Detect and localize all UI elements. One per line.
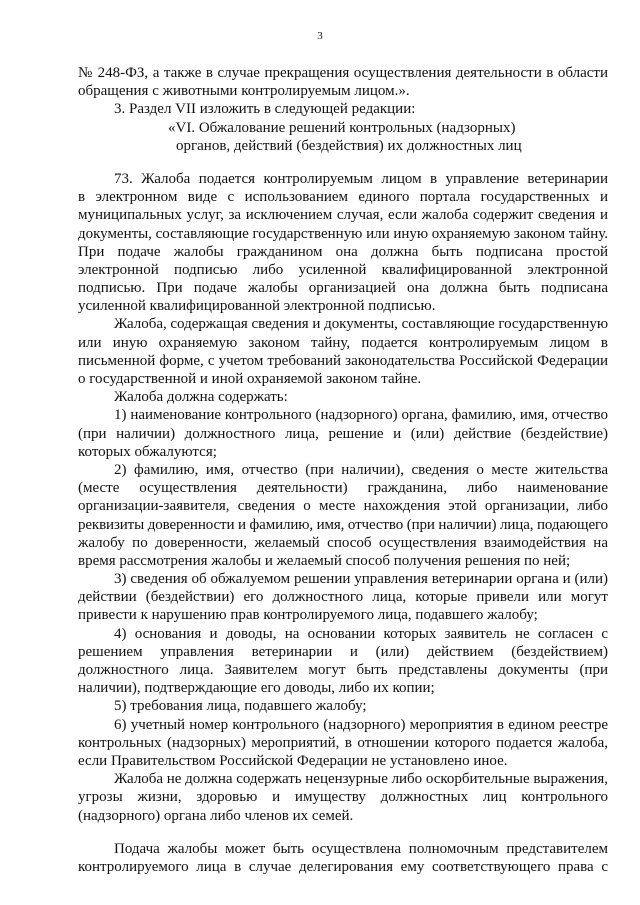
text-line: письменной форме, с учетом требований законодательства Российской Федерации [78,352,608,369]
text-line: муниципальных услуг, за исключением случая, если жалоба содержит сведения и [78,207,608,224]
text-line: 73. Жалоба подается контролируемым лицом в управление ветеринарии [114,170,608,187]
page-number: 3 [317,30,323,42]
text-line: (надзорного) органа либо членов их семей. [78,807,354,824]
text-line: 3. Раздел VII изложить в следующей редакции: [114,101,416,118]
text-line: При подаче жалобы гражданином она должна быть подписана простой [78,243,608,260]
text-line: которых обжалуются; [78,443,217,460]
paragraph-gap [78,155,608,170]
text-line: 1) наименование контрольного (надзорного) органа, фамилию, имя, отчество [114,407,608,424]
text-line: (при наличии) должностного лица, решение и (или) действие (бездействие) [78,425,608,442]
text-line: в электронном виде с использованием единого портала государственных и [78,189,608,206]
text-line: угрозы жизни, здоровью и имуществу должностных лиц контрольного [78,789,608,806]
text-line: наличии), подтверждающие его доводы, либо их копии; [78,680,435,697]
text-line: обращения с животными контролируемым лицом.». [78,83,410,100]
text-line: № 248-ФЗ, а также в случае прекращения осуществления деятельности в области [78,65,608,81]
text-line: реквизиты доверенности и фамилию, имя, отчество (при наличии) лица, подающего [78,516,609,533]
text-line: если Правительством Российской Федерации не установлено иное. [78,752,508,769]
text-line: электронной подписью либо усиленной квалифицированной электронной [78,261,608,278]
text-line: подписью. При подаче жалобы организацией она должна быть подписана [78,280,608,297]
text-line: органов, действий (бездействия) их должностных лиц [176,137,522,154]
document-body [78,64,608,876]
text-line: 5) требования лица, подавшего жалобу; [114,698,367,715]
text-line: контрольных (надзорных) мероприятий, в отношении которого подается жалоба, [78,734,608,751]
text-line: Жалоба, содержащая сведения и документы, составляющие государственную [114,316,608,333]
text-line: Подача жалобы может быть осуществлена полномочным представителем [114,840,608,857]
text-line: решением управления ветеринарии и (или) действием (бездействием) [78,643,608,660]
text-line: жалобу по доверенности, желаемый способ осуществления взаимодействия на [78,534,608,551]
text-line: контролируемого лица в случае делегирования ему соответствующего права с [78,858,608,875]
text-line: «VI. Обжалование решений контрольных (надзорных) [168,119,516,136]
text-line: усиленной квалифицированной электронной подписью. [78,298,436,315]
paragraph-gap [78,825,608,840]
text-line: документы, составляющие государственную или иную охраняемую законом тайну. [78,225,608,242]
text-line: Жалоба не должна содержать нецензурные либо оскорбительные выражения, [114,771,608,788]
text-line: 2) фамилию, имя, отчество (при наличии), сведения о месте жительства [114,461,608,478]
text-line: Жалоба должна содержать: [114,389,288,406]
text-line: (месте осуществления деятельности) гражданина, либо наименование [78,480,608,497]
text-line: организации-заявителя, сведения о месте нахождения этой организации, либо [78,498,608,515]
text-line: 6) учетный номер контрольного (надзорного) мероприятия в едином реестре [114,716,608,733]
text-line: должностного лица. Заявителем могут быть представлены документы (при [78,662,608,678]
text-line: привести к нарушению прав контролируемого лица, подавшего жалобу; [78,607,538,624]
text-line: 3) сведения об обжалуемом решении управления ветеринарии органа и (или) [114,571,608,588]
text-line: действии (бездействии) его должностного лица, которые привели или могут [78,589,608,606]
text-line: о государственной и иной охраняемой законом тайне. [78,371,422,387]
text-line: или иную охраняемую законом тайну, подается контролируемым лицом в [78,334,608,351]
text-line: время рассмотрения жалобы и желаемый способ получения решения по ней; [78,552,571,569]
text-line: 4) основания и доводы, на основании которых заявитель не согласен с [114,625,608,642]
